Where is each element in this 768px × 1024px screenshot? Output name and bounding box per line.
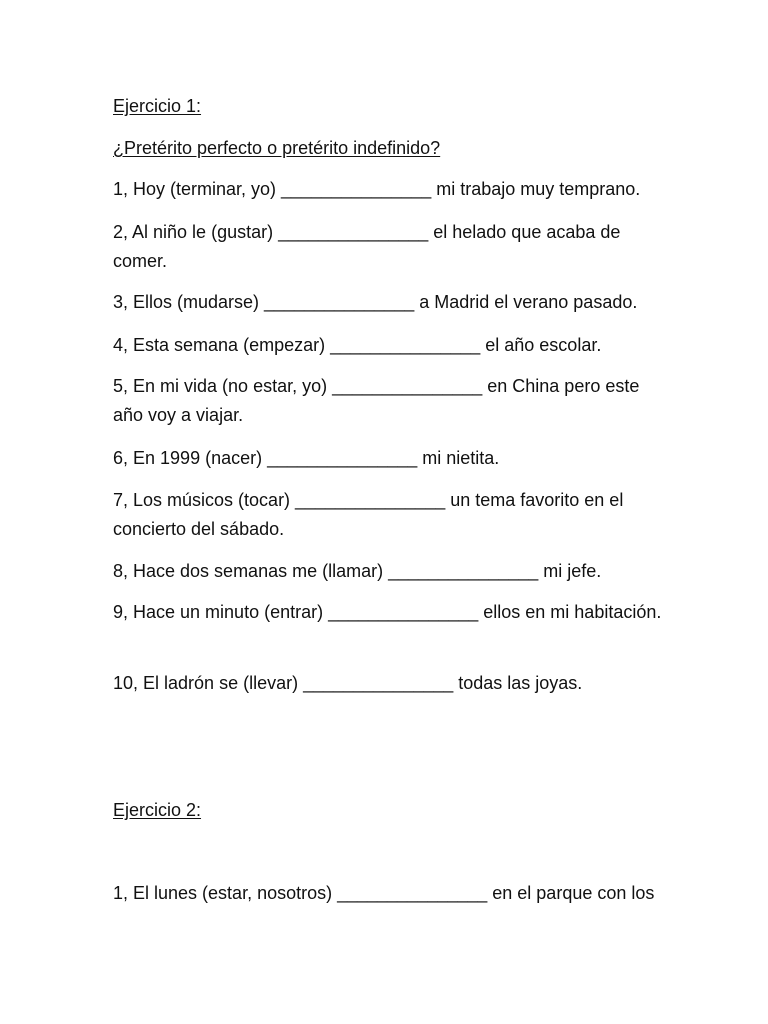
exercise-2-heading: Ejercicio 2: bbox=[113, 800, 202, 820]
exercise-1-item: 1, Hoy (terminar, yo) _______________ mi trabajo muy temprano. bbox=[113, 179, 641, 199]
exercise-1-item: 9, Hace un minuto (entrar) _______________ ellos en mi habitación. bbox=[113, 602, 662, 622]
exercise-1-subheading: ¿Pretérito perfecto o pretérito indefinido? bbox=[113, 138, 441, 158]
exercise-1-item: 10, El ladrón se (llevar) _______________ todas las joyas. bbox=[113, 673, 583, 693]
exercise-1-item: 5, En mi vida (no estar, yo) _______________ en China pero este año voy a viajar. bbox=[113, 376, 640, 425]
exercise-1-heading: Ejercicio 1: bbox=[113, 96, 202, 116]
exercise-1-item: 4, Esta semana (empezar) _______________ el año escolar. bbox=[113, 335, 602, 355]
exercise-1-item: 2, Al niño le (gustar) _______________ el helado que acaba de comer. bbox=[113, 222, 621, 271]
exercise-1-item: 8, Hace dos semanas me (llamar) _______________ mi jefe. bbox=[113, 561, 602, 581]
exercise-1-item: 3, Ellos (mudarse) _______________ a Madrid el verano pasado. bbox=[113, 292, 638, 312]
exercise-1-item: 7, Los músicos (tocar) _______________ un tema favorito en el concierto del sábado. bbox=[113, 490, 624, 539]
exercise-1-item: 6, En 1999 (nacer) _______________ mi nietita. bbox=[113, 448, 500, 468]
exercise-2-item: 1, El lunes (estar, nosotros) _______________ en el parque con los bbox=[113, 883, 655, 903]
